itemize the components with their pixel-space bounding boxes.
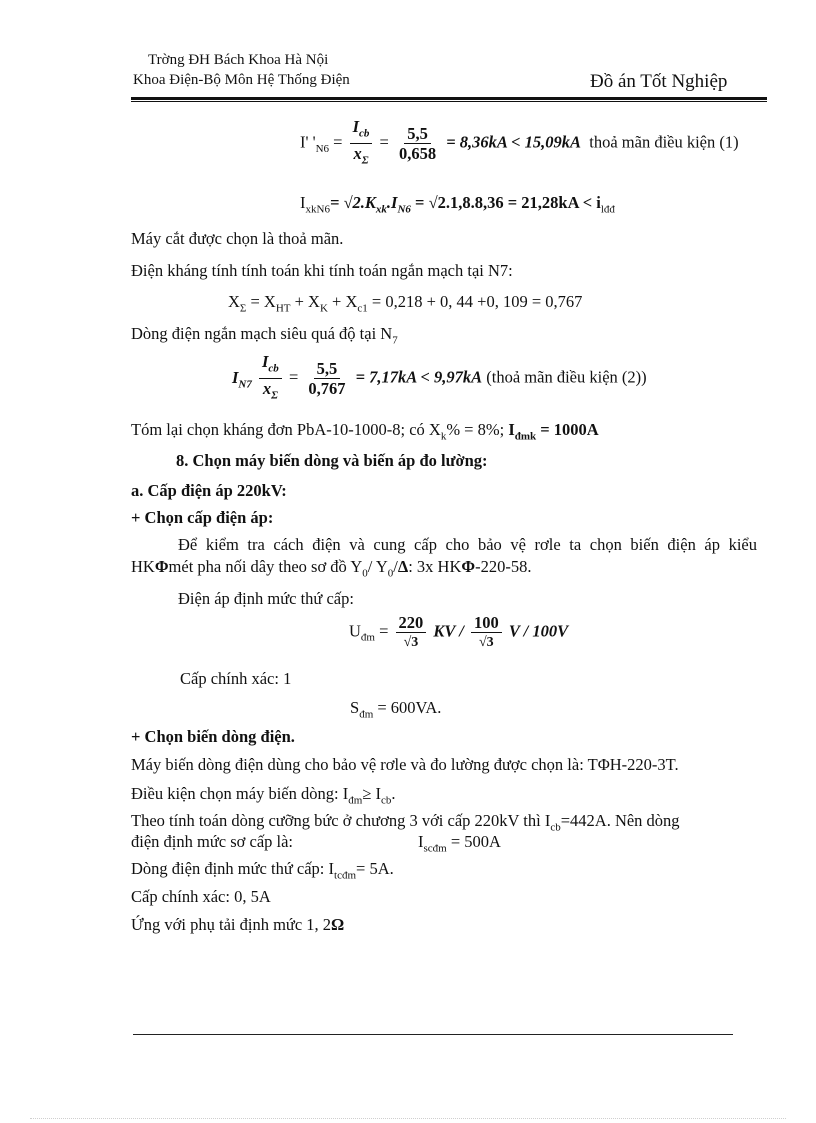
header-left-line1: Trờng ĐH Bách Khoa Hà Nội [148, 52, 329, 68]
header-right-title: Đồ án Tốt Nghiệp [590, 71, 728, 92]
page-bottom-dotted-border [30, 1118, 786, 1119]
equation-i-n6: I' '$_{N6}$ = $\frac{I_{cb}}{x_\Sigma}$ = $\frac{5,5}{0,658}$ = 8,36kA < 15,09kA thoả mãn điều kiện (1) [300, 117, 739, 167]
subheading-ct-selection: + Chọn biến dòng điện. [131, 727, 295, 746]
paragraph-summary-reactor: Tóm lại chọn kháng đơn PbA-10-1000-8; có $X_k\% = 8\%$; $I_{đmk} = 1000A$ [131, 420, 599, 443]
header-rule-thin [131, 101, 767, 102]
equation-i-n7: $I_{N7}$ $\frac{I_{cb}}{x_\Sigma}$ = $\frac{5,5}{0,767}$ = 7,17kA < 9,97kA (thoả mãn điều kiện (2)) [232, 352, 647, 402]
paragraph-accuracy-class-05: Cấp chính xác: 0, 5A [131, 887, 271, 906]
paragraph-reactance-n7: Điện kháng tính tính toán khi tính toán ngắn mạch tại N7: [131, 261, 513, 280]
equation-s-rated: $S_{đm} = 600VA$. [350, 698, 442, 721]
paragraph-breaker-ok: Máy cắt được chọn là thoả mãn. [131, 229, 344, 248]
footer-rule [133, 1034, 733, 1035]
subheading-voltage-selection: + Chọn cấp điện áp: [131, 508, 274, 527]
equation-u-rated: $U_{đm}$ = $\frac{220}{√3}$ KV / $\frac{100}{√3}$ V / 100V [349, 613, 569, 650]
paragraph-accuracy-class-1: Cấp chính xác: 1 [180, 669, 292, 688]
paragraph-rated-burden: Ứng với phụ tải định mức 1, 2Ω [131, 915, 345, 934]
header-rule-thick [131, 97, 767, 100]
header-left-line2: Khoa Điện-Bộ Môn Hệ Thống Điện [133, 72, 350, 88]
paragraph-rated-secondary-voltage: Điện áp định mức thứ cấp: [178, 589, 354, 608]
paragraph-forced-current-line2: điện định mức sơ cấp là: [131, 832, 294, 851]
paragraph-ct-model: Máy biến dòng điện dùng cho bảo vệ rơle và đo lường được chọn là: TΦH-220-3T. [131, 755, 679, 774]
paragraph-forced-current-line1: Theo tính toán dòng cưỡng bức ở chương 3 với cấp 220kV thì $I_{cb}=442A$. Nên dòng [131, 811, 680, 834]
subsection-heading-a: a. Cấp điện áp 220kV: [131, 481, 287, 500]
paragraph-secondary-current: Dòng điện định mức thứ cấp: $I_{tcđm}= 5A$. [131, 859, 394, 882]
section-heading-8: 8. Chọn máy biến dòng và biến áp đo lường: [176, 451, 488, 470]
paragraph-fault-current-n7: Dòng điện ngắn mạch siêu quá độ tại $N_7$ [131, 324, 398, 347]
paragraph-vt-line2: HKΦmét pha nối dây theo sơ đồ $Y_0/$ $Y_0/\Delta$: 3x HKΦ-220-58. [131, 557, 532, 580]
equation-i-primary-rated: $I_{scđm} = 500A$ [418, 832, 501, 855]
equation-ixk-n6: $I_{xkN6}= √2.K_{xk}.I_{N6} = √2.1,8.8,36 = 21,28kA < i_{lđđ}$ [300, 193, 615, 216]
paragraph-ct-condition: Điều kiện chọn máy biến dòng: $I_{đm}\ge I_{cb}$. [131, 784, 396, 807]
equation-x-sum: $X_\Sigma = X_{HT} + X_K + X_{c1} = 0,218 + 0$, 44 +0, 109 = 0,767 [228, 292, 583, 315]
paragraph-vt-line1: Để kiểm tra cách điện và cung cấp cho bảo vệ rơle ta chọn biến điện áp kiểu [178, 535, 757, 554]
